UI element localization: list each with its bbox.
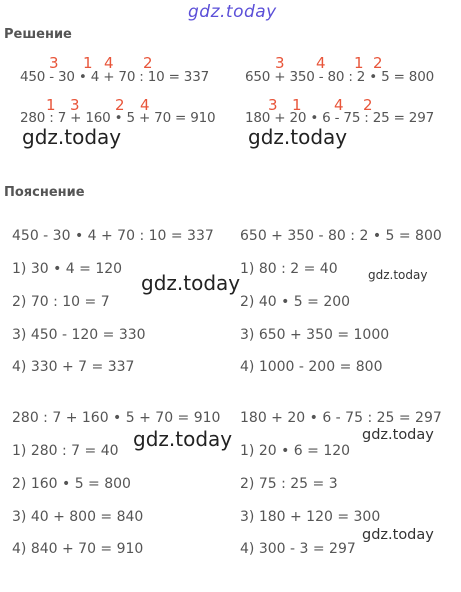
explanation-step: 3) 450 - 120 = 330: [12, 327, 146, 343]
explanation-step: 1) 80 : 2 = 40: [240, 261, 338, 277]
explanation-step: 2) 40 • 5 = 200: [240, 294, 351, 310]
explanation-expression: 180 + 20 • 6 - 75 : 25 = 297: [240, 410, 442, 426]
solution-expression: 180 + 20 • 6 - 75 : 25 = 297: [245, 110, 434, 126]
order-mark: 3: [49, 54, 59, 72]
explanation-expression: 450 - 30 • 4 + 70 : 10 = 337: [12, 228, 214, 244]
watermark: gdz.today: [362, 427, 434, 443]
solution-expression: 280 : 7 + 160 • 5 + 70 = 910: [20, 110, 216, 126]
explanation-step: 4) 330 + 7 = 337: [12, 359, 135, 375]
watermark: gdz.today: [362, 527, 434, 543]
explanation-step: 2) 75 : 25 = 3: [240, 476, 338, 492]
order-mark: 2: [373, 54, 383, 72]
watermark: gdz.today: [133, 427, 233, 451]
order-mark: 2: [363, 96, 373, 114]
explanation-step: 3) 650 + 350 = 1000: [240, 327, 390, 343]
explanation-step: 2) 160 • 5 = 800: [12, 476, 131, 492]
watermark: gdz.today: [141, 271, 241, 295]
order-mark: 3: [268, 96, 278, 114]
order-mark: 3: [275, 54, 285, 72]
order-mark: 4: [334, 96, 344, 114]
explanation-expression: 280 : 7 + 160 • 5 + 70 = 910: [12, 410, 221, 426]
explanation-step: 1) 280 : 7 = 40: [12, 443, 119, 459]
watermark: gdz.today: [22, 125, 122, 149]
watermark: gdz.today: [248, 125, 348, 149]
site-logo: gdz.today: [188, 2, 277, 22]
order-mark: 1: [46, 96, 56, 114]
solution-expression: 450 - 30 • 4 + 70 : 10 = 337: [20, 69, 209, 85]
order-mark: 4: [316, 54, 326, 72]
order-mark: 2: [143, 54, 153, 72]
explanation-step: 1) 30 • 4 = 120: [12, 261, 123, 277]
order-mark: 4: [104, 54, 114, 72]
explanation-step: 4) 1000 - 200 = 800: [240, 359, 383, 375]
order-mark: 2: [115, 96, 125, 114]
explanation-step: 4) 840 + 70 = 910: [12, 541, 144, 557]
explanation-step: 4) 300 - 3 = 297: [240, 541, 356, 557]
explanation-step: 3) 180 + 120 = 300: [240, 509, 381, 525]
solution-heading: Решение: [4, 27, 72, 42]
order-mark: 1: [292, 96, 302, 114]
explanation-heading: Пояснение: [4, 185, 85, 200]
explanation-step: 1) 20 • 6 = 120: [240, 443, 351, 459]
order-mark: 1: [354, 54, 364, 72]
explanation-expression: 650 + 350 - 80 : 2 • 5 = 800: [240, 228, 442, 244]
explanation-step: 3) 40 + 800 = 840: [12, 509, 144, 525]
explanation-step: 2) 70 : 10 = 7: [12, 294, 110, 310]
order-mark: 3: [70, 96, 80, 114]
watermark: gdz.today: [368, 268, 428, 282]
order-mark: 4: [140, 96, 150, 114]
order-mark: 1: [83, 54, 93, 72]
solution-expression: 650 + 350 - 80 : 2 • 5 = 800: [245, 69, 434, 85]
